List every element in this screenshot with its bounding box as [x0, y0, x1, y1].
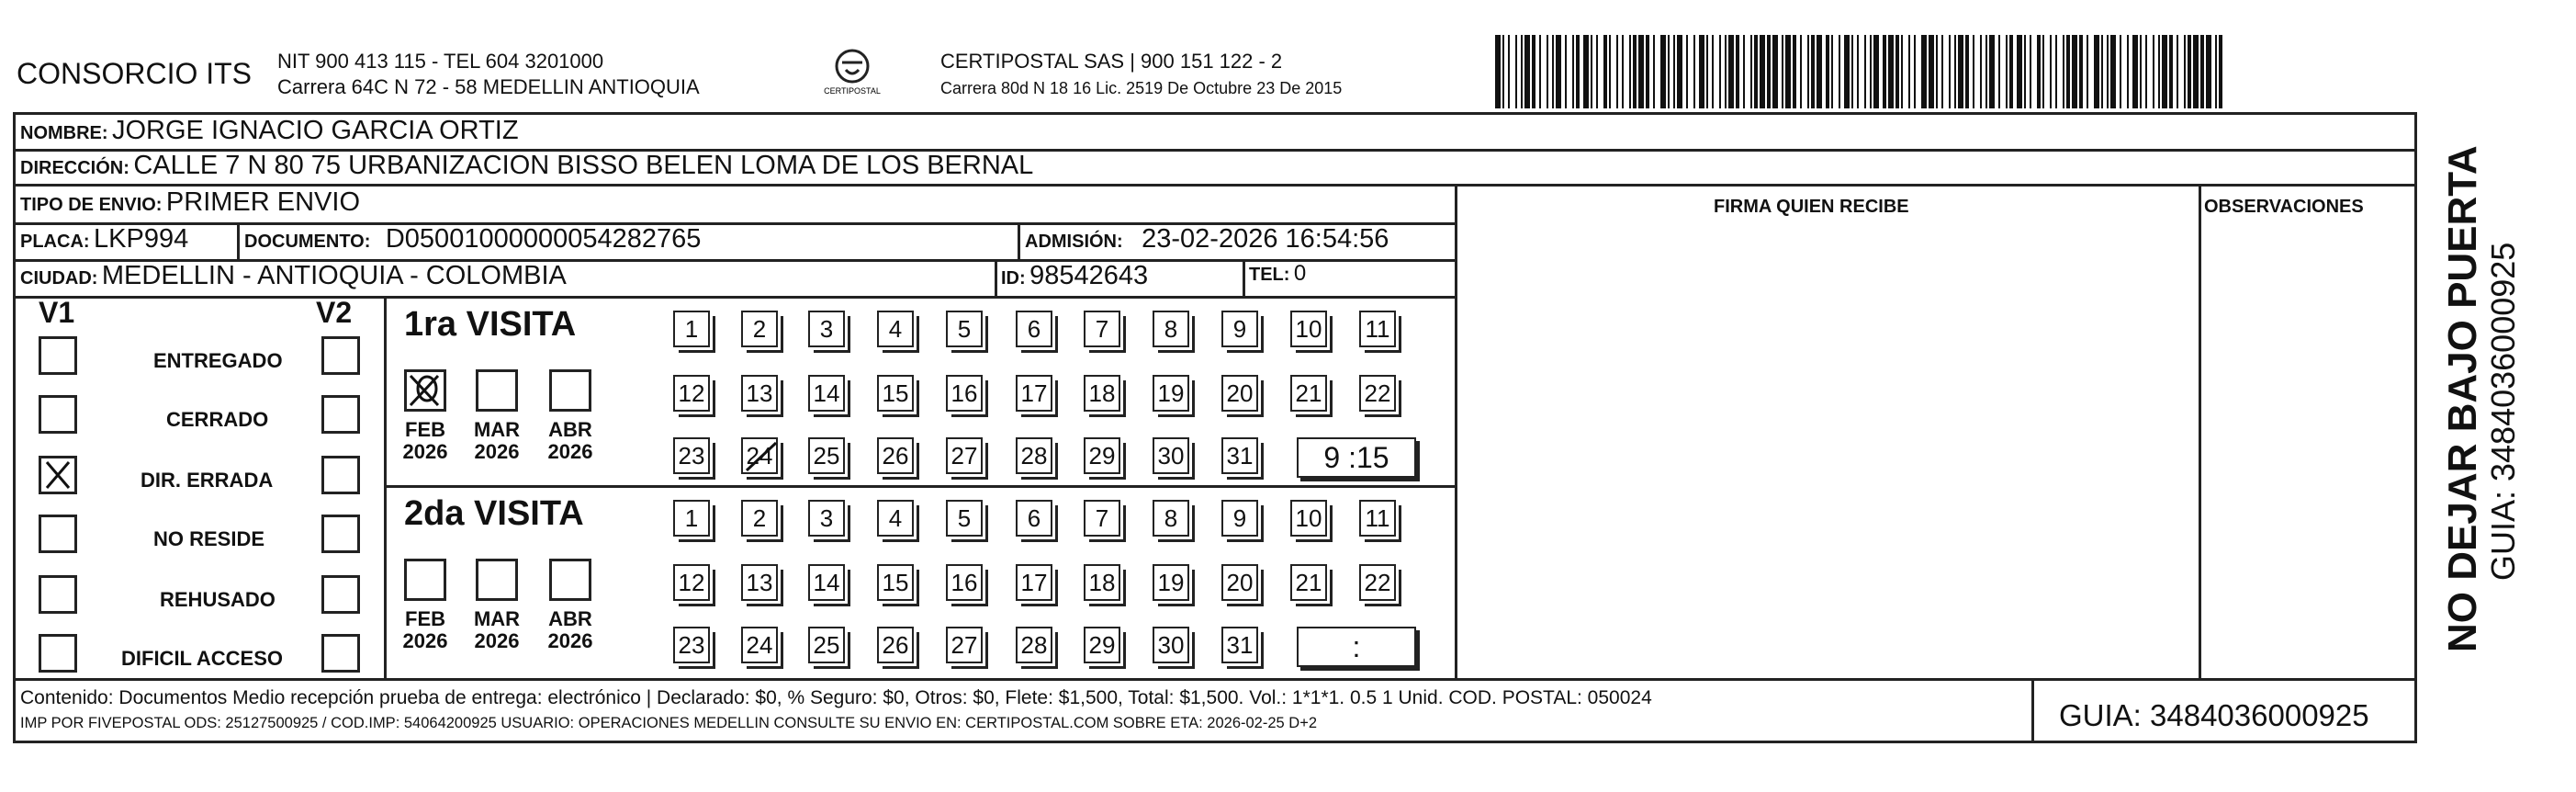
month-label: MAR 2026: [473, 418, 521, 463]
tipo-envio-label: TIPO DE ENVIO:: [20, 195, 163, 215]
company-name: CONSORCIO ITS: [17, 57, 253, 90]
day-box[interactable]: 11: [1359, 500, 1396, 537]
footer-content: Contenido: Documentos Medio recepción prueba de entrega: electrónico | Declarado: $0, % Seguro: $0, Otros: $0, Flete: $1,500, Total: $1,500. Vol.: 1*1*1. 0.5 1 Unid. COD. POSTAL: 050024: [20, 687, 1652, 708]
day-box[interactable]: 6: [1016, 311, 1052, 347]
observaciones-label: OBSERVACIONES: [2204, 197, 2364, 217]
v2-header: V2: [316, 296, 353, 329]
day-box[interactable]: 17: [1016, 375, 1052, 412]
v2-checkbox[interactable]: [321, 456, 360, 494]
day-box[interactable]: 14: [808, 375, 845, 412]
month-label: MAR 2026: [473, 607, 521, 652]
day-box[interactable]: 24: [741, 437, 778, 474]
documento-value: D05001000000054282765: [385, 224, 702, 254]
id-label: ID:: [1001, 268, 1026, 289]
month-checkbox[interactable]: [476, 369, 518, 412]
v2-checkbox[interactable]: [321, 395, 360, 434]
logo-text: CERTIPOSTAL: [824, 86, 881, 96]
tel-row: [1249, 261, 1306, 287]
day-box[interactable]: 29: [1084, 437, 1120, 474]
v1-checkbox[interactable]: [39, 456, 77, 494]
footer-print-info: IMP POR FIVEPOSTAL ODS: 25127500925 / COD.IMP: 54064200925 USUARIO: OPERACIONES MEDELLIN CONSULTE SU ENVIO EN: CERTIPOSTAL.COM SOBRE ETA: 2026-02-25 D+2: [20, 715, 1318, 731]
v2-checkbox[interactable]: [321, 634, 360, 673]
time-box[interactable]: 9 :15: [1297, 437, 1416, 478]
day-box[interactable]: 28: [1016, 437, 1052, 474]
status-label: DIR. ERRADA: [141, 469, 274, 492]
tipo-envio-value: PRIMER ENVIO: [165, 187, 361, 217]
month-checkbox[interactable]: [404, 369, 446, 412]
direccion-row: [20, 151, 1033, 181]
day-box[interactable]: 20: [1221, 564, 1258, 601]
v2-checkbox[interactable]: [321, 336, 360, 375]
v1-checkbox[interactable]: [39, 395, 77, 434]
day-box[interactable]: 29: [1084, 627, 1120, 663]
certipostal-logo: [820, 46, 884, 103]
tel-value: 0: [1293, 261, 1307, 286]
day-box[interactable]: 26: [877, 437, 914, 474]
day-box[interactable]: 3: [808, 311, 845, 347]
day-box[interactable]: 21: [1290, 564, 1327, 601]
day-box[interactable]: 9: [1221, 311, 1258, 347]
footer-guia: GUIA: 3484036000925: [2059, 698, 2369, 732]
day-box[interactable]: 30: [1153, 437, 1189, 474]
nombre-label: NOMBRE:: [20, 123, 108, 143]
v1-checkbox[interactable]: [39, 515, 77, 553]
day-box[interactable]: 17: [1016, 564, 1052, 601]
admision-row: [1025, 224, 1389, 255]
company-address: Carrera 64C N 72 - 58 MEDELLIN ANTIOQUIA: [277, 75, 700, 98]
admision-label: ADMISIÓN:: [1025, 232, 1123, 252]
id-row: [1001, 261, 1148, 291]
month-label: FEB 2026: [402, 607, 448, 652]
day-box[interactable]: 22: [1359, 375, 1396, 412]
ciudad-row: [20, 261, 567, 291]
day-box[interactable]: 16: [946, 375, 983, 412]
month-checkbox[interactable]: [476, 559, 518, 601]
day-box[interactable]: 18: [1084, 564, 1120, 601]
status-label: REHUSADO: [160, 588, 276, 611]
tipo-envio-row: [20, 187, 360, 218]
v1-checkbox[interactable]: [39, 336, 77, 375]
day-box[interactable]: 19: [1153, 564, 1189, 601]
day-box[interactable]: 27: [946, 627, 983, 663]
day-box[interactable]: 21: [1290, 375, 1327, 412]
ciudad-label: CIUDAD:: [20, 268, 98, 289]
documento-label: DOCUMENTO:: [244, 232, 371, 252]
courier-address: Carrera 80d N 18 16 Lic. 2519 De Octubre 23 De 2015: [940, 79, 1343, 97]
day-box[interactable]: 25: [808, 437, 845, 474]
v1-checkbox[interactable]: [39, 634, 77, 673]
day-box[interactable]: 20: [1221, 375, 1258, 412]
month-checkbox[interactable]: [549, 369, 591, 412]
day-box[interactable]: 18: [1084, 375, 1120, 412]
id-value: 98542643: [1029, 261, 1149, 290]
day-box[interactable]: 10: [1290, 500, 1327, 537]
day-box[interactable]: 25: [808, 627, 845, 663]
firma-label: FIRMA QUIEN RECIBE: [1714, 197, 1909, 217]
courier-name: CERTIPOSTAL SAS | 900 151 122 - 2: [940, 50, 1283, 73]
tel-label: TEL:: [1249, 265, 1290, 285]
day-box[interactable]: 26: [877, 627, 914, 663]
status-label: NO RESIDE: [153, 527, 265, 550]
day-box[interactable]: 5: [946, 311, 983, 347]
day-box[interactable]: 8: [1153, 500, 1189, 537]
day-box[interactable]: 2: [741, 500, 778, 537]
day-box[interactable]: 23: [673, 437, 710, 474]
side-guia: GUIA: 3484036000925: [2484, 242, 2522, 581]
day-box[interactable]: 11: [1359, 311, 1396, 347]
day-box[interactable]: 12: [673, 564, 710, 601]
day-box[interactable]: 5: [946, 500, 983, 537]
day-box[interactable]: 31: [1221, 437, 1258, 474]
day-box[interactable]: 23: [673, 627, 710, 663]
day-box[interactable]: 31: [1221, 627, 1258, 663]
day-box[interactable]: 6: [1016, 500, 1052, 537]
day-box[interactable]: 15: [877, 375, 914, 412]
day-box[interactable]: 24: [741, 627, 778, 663]
day-box[interactable]: 16: [946, 564, 983, 601]
admision-value: 23-02-2026 16:54:56: [1142, 224, 1389, 254]
day-box[interactable]: 3: [808, 500, 845, 537]
day-box[interactable]: 2: [741, 311, 778, 347]
day-box[interactable]: 19: [1153, 375, 1189, 412]
day-box[interactable]: 30: [1153, 627, 1189, 663]
side-warning: NO DEJAR BAJO PUERTA: [2440, 145, 2485, 652]
placa-row: [20, 224, 188, 255]
status-label: DIFICIL ACCESO: [121, 647, 284, 670]
visit-title: 1ra VISITA: [404, 305, 577, 344]
day-box[interactable]: 7: [1084, 500, 1120, 537]
direccion-value: CALLE 7 N 80 75 URBANIZACION BISSO BELEN LOMA DE LOS BERNAL: [133, 151, 1034, 180]
placa-value: LKP994: [94, 224, 189, 254]
day-box[interactable]: 13: [741, 375, 778, 412]
placa-label: PLACA:: [20, 232, 90, 252]
day-box[interactable]: 22: [1359, 564, 1396, 601]
month-label: ABR 2026: [547, 607, 593, 652]
nombre-value: JORGE IGNACIO GARCIA ORTIZ: [112, 116, 519, 145]
documento-row: [244, 224, 701, 255]
visit-title: 2da VISITA: [404, 494, 584, 533]
nombre-row: [20, 116, 519, 146]
day-box[interactable]: 4: [877, 311, 914, 347]
day-box[interactable]: 28: [1016, 627, 1052, 663]
month-label: ABR 2026: [547, 418, 593, 463]
day-box[interactable]: 15: [877, 564, 914, 601]
status-label: ENTREGADO: [153, 349, 283, 372]
v1-header: V1: [39, 296, 75, 329]
day-box[interactable]: 1: [673, 500, 710, 537]
month-label: FEB 2026: [402, 418, 448, 463]
day-box[interactable]: 12: [673, 375, 710, 412]
day-box[interactable]: 9: [1221, 500, 1258, 537]
v2-checkbox[interactable]: [321, 575, 360, 614]
shipping-form: [13, 112, 2417, 743]
day-box[interactable]: 27: [946, 437, 983, 474]
time-box[interactable]: :: [1297, 627, 1416, 667]
barcode: [1495, 35, 2222, 108]
day-box[interactable]: 7: [1084, 311, 1120, 347]
day-box[interactable]: 4: [877, 500, 914, 537]
company-nit: NIT 900 413 115 - TEL 604 3201000: [277, 50, 604, 73]
ciudad-value: MEDELLIN - ANTIOQUIA - COLOMBIA: [101, 261, 567, 290]
day-box[interactable]: 13: [741, 564, 778, 601]
month-checkbox[interactable]: [404, 559, 446, 601]
direccion-label: DIRECCIÓN:: [20, 158, 129, 178]
day-box[interactable]: 1: [673, 311, 710, 347]
month-checkbox[interactable]: [549, 559, 591, 601]
day-box[interactable]: 8: [1153, 311, 1189, 347]
v1-checkbox[interactable]: [39, 575, 77, 614]
day-box[interactable]: 10: [1290, 311, 1327, 347]
status-label: CERRADO: [166, 408, 269, 431]
day-box[interactable]: 14: [808, 564, 845, 601]
v2-checkbox[interactable]: [321, 515, 360, 553]
